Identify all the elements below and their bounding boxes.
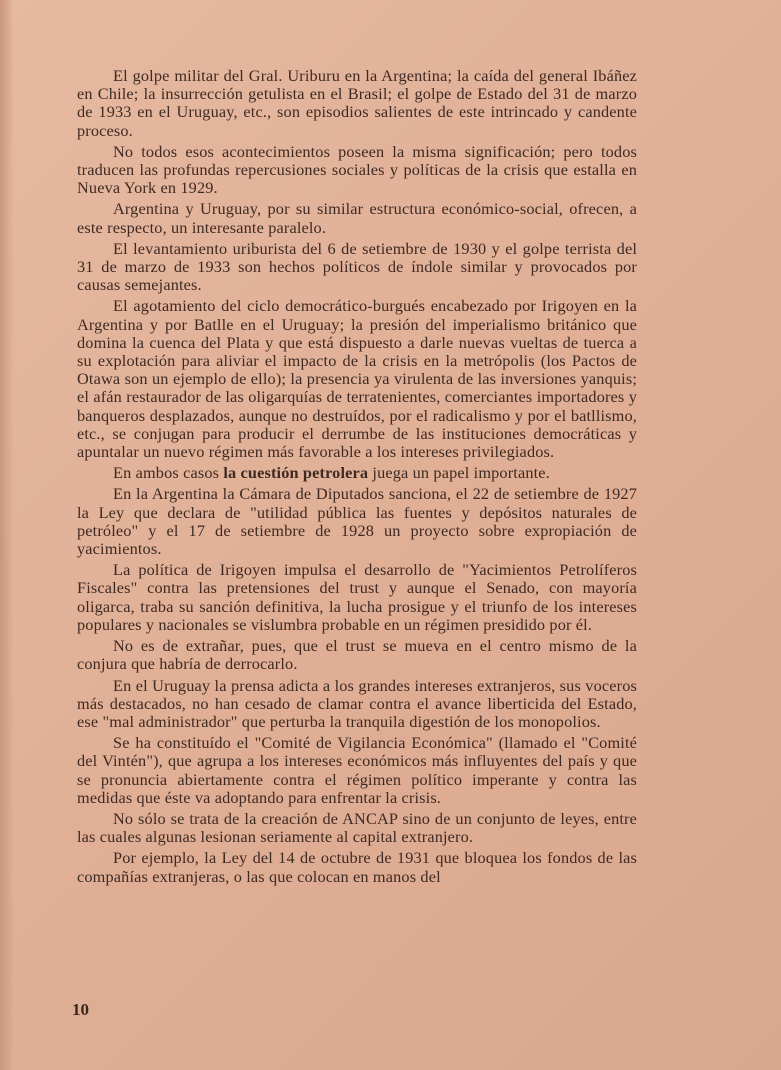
paragraph-6: En ambos casos la cuestión petrolera juega un papel importante.: [113, 463, 550, 483]
paragraph-3: Argentina y Uruguay, por su similar estructura económico-social, ofrecen, a este respecto, un interesante paralelo.: [77, 199, 637, 237]
page-number: 10: [72, 1000, 89, 1019]
emphasis-text: la cuestión petrolera: [223, 463, 369, 483]
paragraph-12: No sólo se trata de la creación de ANCAP sino de un conjunto de leyes, entre las cuales algunas lesionan seriamente al capital extranjero.: [77, 808, 637, 847]
paragraph-7: En la Argentina la Cámara de Diputados sanciona, el 22 de setiembre de 1927 la Ley que declara de "utilidad pública las fuentes y depósitos naturales de petróleo" y el 17 de setiembre de 1928 un proyecto sobre expropiación de yacimientos.: [77, 484, 637, 559]
paragraph-8: La política de Irigoyen impulsa el desarrollo de "Yacimientos Petrolíferos Fiscales" contra las pretensiones del trust y aunque el Senado, con mayoría oligarca, traba su sanción definitiva, la lucha prosigue y el triunfo de los intereses populares y nacionales se vislumbra probable en un régimen presidido por él.: [77, 560, 637, 634]
paragraph-4: El levantamiento uriburista del 6 de setiembre de 1930 y el golpe terrista del 31 de marzo de 1933 son hechos políticos de índole similar y provocados por causas semejantes.: [77, 238, 637, 295]
paragraph-2: No todos esos acontecimientos poseen la misma significación; pero todos traducen las profundas repercusiones sociales y políticas de la crisis que estalla en Nueva York en 1929.: [77, 141, 637, 198]
paragraph-11: Se ha constituído el "Comité de Vigilancia Económica" (llamado el "Comité del Vintén"), que agrupa a los intereses económicos más influyentes del país y que se pronuncia abiertamente contra el régimen político imperante y contra las medidas que éste va adoptando para enfrentar la crisis.: [77, 733, 637, 807]
paragraph-5: El agotamiento del ciclo democrático-burgués encabezado por Irigoyen en la Argentina y por Batlle en el Uruguay; la presión del imperialismo británico que domina la cuenca del Plata y que está dispuesto a darle nuevas vueltas de tuerca a su explotación para aliviar el impacto de la crisis en la metrópolis (los Pactos de Otawa son un ejemplo de ello); la presencia ya virulenta de las inversiones yanquis; el afán restaurador de las oligarquías de terratenientes, comerciantes importadores y banqueros desplazados, aunque no destruídos, por el radicalismo y por el batllismo, etc., se conjugan para producir el derrumbe de las instituciones democráticas y apuntalar un nuevo régimen más favorable a los intereses privilegiados.: [77, 296, 637, 462]
paragraph-9: No es de extrañar, pues, que el trust se mueva en el centro mismo de la conjura que habría de derrocarlo.: [77, 636, 637, 674]
paragraph-13: Por ejemplo, la Ley del 14 de octubre de 1931 que bloquea los fondos de las compañías extranjeras, o las que colocan en manos del: [77, 848, 637, 886]
paragraph-1: El golpe militar del Gral. Uriburu en la Argentina; la caída del general Ibáñez en Chile; la insurrección getulista en el Brasil; el golpe de Estado del 31 de marzo de 1933 en el Uruguay, etc., son episodios salientes de este intrincado y candente proceso.: [77, 66, 637, 140]
paragraph-10: En el Uruguay la prensa adicta a los grandes intereses extranjeros, sus voceros más destacados, no han cesado de clamar contra el avance liberticida del Estado, ese "mal administrador" que perturba la tranquila digestión de los monopolios.: [77, 675, 637, 731]
body-text: [77, 67, 637, 889]
